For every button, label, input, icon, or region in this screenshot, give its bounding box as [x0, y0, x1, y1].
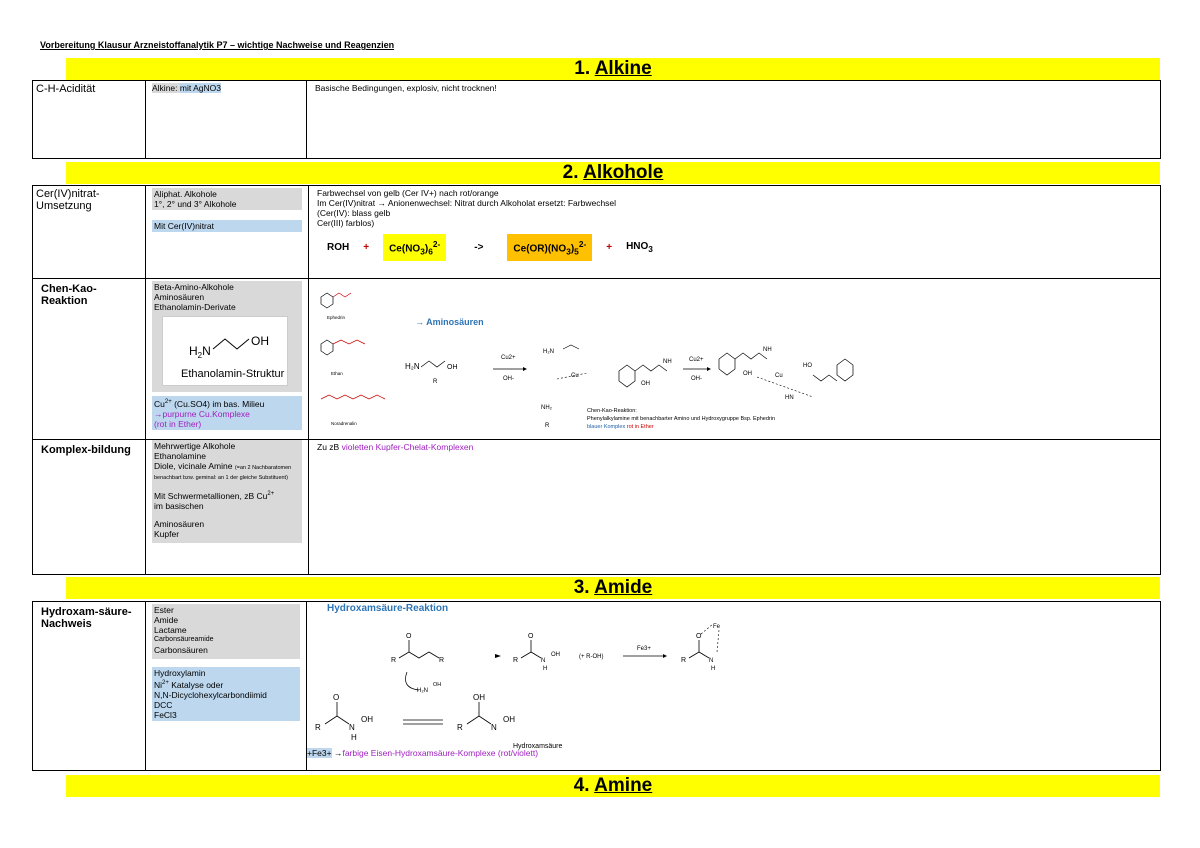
taut-oh: OH — [361, 715, 373, 724]
acid-oh: OH — [551, 652, 560, 658]
caption-line3 — [587, 424, 654, 430]
ester-r2: R — [439, 657, 445, 664]
reagent-label: Kupfer — [154, 528, 180, 539]
section-name: Alkine — [594, 58, 652, 79]
substance-label: Mehrwertige Alkohole — [154, 441, 236, 451]
label-ethan: Ethan — [331, 371, 343, 376]
product-hn: HN — [785, 395, 794, 401]
section-number: 1. — [574, 58, 591, 79]
acid-r: R — [513, 657, 519, 664]
label-cu2b: Cu2+ — [689, 357, 704, 363]
product-cu: Cu — [775, 373, 783, 379]
caption-line1: Chen-Kao-Reaktion: — [587, 408, 637, 414]
table-alkine — [32, 80, 1161, 159]
reagent-label: $Ni^{2+}$ Katalyse oder — [154, 679, 224, 690]
label-noradrenalin: Noradrenalin — [331, 421, 357, 426]
ethanolamine-structure — [162, 316, 288, 386]
table-amide — [32, 601, 1161, 771]
bond-icon — [421, 361, 445, 367]
note-colored: violetten Kupfer-Chelat-Komplexen — [341, 442, 474, 452]
taut-h: H — [351, 733, 357, 742]
section-number: 3. — [573, 577, 590, 598]
substance-label: Carbonsäuren — [154, 645, 208, 655]
product-ho: HO — [803, 363, 812, 369]
note-line: Farbwechsel von gelb (Cer IV+) nach rot/orange — [317, 188, 499, 198]
bond-icon — [757, 377, 813, 397]
bond-icon — [813, 375, 837, 381]
bond-icon — [521, 652, 541, 658]
table-row — [33, 602, 1161, 771]
note-prefix: Zu zB — [317, 442, 342, 452]
bond-icon — [701, 624, 713, 634]
complex-h: H — [711, 666, 716, 672]
reagent-label: Mit Schwermetallionen, zB $Cu^{2+}$ — [154, 490, 275, 501]
section-name: Amine — [594, 775, 653, 796]
note-text: Basische Bedingungen, explosiv, nicht trocknen! — [315, 83, 497, 93]
label-cu2: Cu2+ — [501, 355, 516, 361]
bond-icon — [717, 630, 719, 652]
complex-n: N — [709, 658, 714, 664]
substance-label — [154, 461, 300, 481]
bottom-hl: +Fe3+ — [307, 748, 332, 758]
table-row — [33, 440, 1161, 575]
table-row — [33, 81, 1161, 159]
section-name: Amide — [594, 577, 653, 598]
section-number: 2. — [562, 162, 579, 183]
label-oh: OH- — [503, 376, 514, 382]
taut2-n: N — [491, 723, 497, 732]
benzene-ring-icon — [837, 359, 853, 381]
lbl-fe3: Fe3+ — [637, 646, 651, 652]
method-name: Komplex-bildung — [41, 444, 131, 456]
table-row — [33, 279, 1161, 440]
taut2-oh2: OH — [503, 715, 515, 724]
ester-o: O — [406, 633, 412, 640]
substance-label: Aminosäuren — [154, 292, 205, 302]
acid-o: O — [528, 633, 534, 640]
reagent-label: im basischen — [154, 500, 204, 511]
method-name: Chen-Kao-Reaktion — [41, 283, 97, 307]
taut-o: O — [333, 693, 340, 702]
hydroxamic-scheme — [307, 614, 1127, 764]
section-header-alkine — [66, 58, 1160, 80]
struct-caption: Ethanolamin-Struktur — [181, 368, 285, 380]
benzene-ring-icon — [321, 293, 333, 308]
amino-acid-r: R — [433, 379, 438, 385]
bond-icon — [325, 716, 349, 724]
eq-arrow: -> — [474, 241, 484, 253]
struct-bonds — [213, 339, 249, 349]
complex-o: O — [696, 633, 702, 640]
substance-text: Diole, vicinale Amine — [154, 461, 233, 471]
lbl-fe: Fe — [713, 624, 721, 630]
label-ohb: OH- — [691, 376, 702, 382]
arrow-aminosaeuren: → Aminosäuren — [415, 317, 484, 327]
struct-h2n: $H_2N$ — [189, 344, 211, 360]
table-row — [33, 186, 1161, 279]
complex-nh2: NH₂ — [541, 405, 552, 411]
document-title: Vorbereitung Klausur Arzneistoffanalytik P7 – wichtige Nachweise und Reagenzien — [40, 40, 395, 50]
struct-oh: OH — [251, 334, 269, 348]
section-number: 4. — [573, 775, 590, 796]
caption-line2: Phenylalkylamine mit benachbarter Amino und Hydroxygruppe Bsp. Ephedrin — [587, 416, 776, 422]
reagent-label: FeCl3 — [154, 709, 177, 720]
cer-equation — [317, 234, 1152, 261]
reagent-label: Aminosäuren — [154, 518, 205, 529]
complex-r: R — [681, 657, 687, 664]
eq-reactant: $Ce(NO_3)_6^{2-}$ — [383, 234, 446, 261]
taut2-r: R — [457, 723, 463, 732]
substance-label: Ethanolamin-Derivate — [154, 302, 236, 312]
caption-blue: blauer Komplex — [587, 424, 626, 430]
acid-n: N — [541, 658, 546, 664]
note-line: Cer(III) farblos) — [317, 218, 375, 228]
bond-icon — [563, 345, 579, 349]
substance-label: Aliphat. Alkohole — [154, 189, 217, 199]
amino-acid-label: H₂N — [405, 362, 420, 371]
arrowhead-icon — [707, 367, 711, 371]
chen-kao-scheme — [317, 279, 1157, 435]
note-line: Im Cer(IV)nitrat → Anionenwechsel: Nitrat durch Alkoholat ersetzt: Farbwechsel — [317, 198, 617, 208]
caption-red: rot in Ether — [626, 424, 654, 430]
bond-icon — [399, 652, 439, 658]
benzene-ring-icon — [619, 365, 635, 387]
reagent-label: $Cu^{2+}$ (Cu.SO4) im bas. Milieu — [154, 398, 265, 409]
amino-acid-oh: OH — [447, 364, 458, 371]
bond-icon — [333, 340, 365, 344]
section-header-amine — [66, 775, 1160, 797]
section-header-alkohole — [66, 162, 1160, 184]
bottom-arrow: → — [331, 748, 343, 758]
reagent-label: Hydroxylamin — [154, 668, 206, 678]
substance-label: Alkine: — [152, 83, 180, 93]
bond-icon — [467, 716, 491, 724]
section-name: Alkohole — [583, 162, 664, 183]
ephedrin-oh: OH — [641, 381, 650, 387]
hydroxamic-header: Hydroxamsäure-Reaktion — [327, 603, 449, 614]
reagent-note: (rot in Ether) — [154, 418, 202, 429]
substance-label: Carbonsäureamide — [154, 636, 214, 643]
eq-product: $Ce(OR)(NO_3)_5^{2-}$ — [507, 234, 592, 261]
substance-label: Lactame — [154, 625, 187, 635]
section-header-amide — [66, 577, 1160, 599]
eq-plus: + — [363, 241, 370, 253]
complex-cu: Cu — [571, 373, 579, 379]
bottom-result-line — [307, 748, 538, 758]
bond-icon — [689, 652, 709, 658]
ephedrin-nh: NH — [663, 359, 672, 365]
complex-h2n: H₂N — [543, 349, 554, 355]
bond-icon — [735, 353, 767, 359]
bottom-text: farbige Eisen-Hydroxamsäure-Komplexe (rot/violett) — [342, 748, 539, 758]
reagent-result: →purpurne Cu.Komplexe — [154, 408, 250, 419]
substance-label: Amide — [154, 615, 179, 625]
note-line: (Cer(IV): blass gelb — [317, 208, 391, 218]
complex-r: R — [545, 423, 550, 429]
method-name: Cer(IV)nitrat-Umsetzung — [36, 188, 100, 212]
lbl-oh-small: OH — [433, 682, 442, 688]
taut-n: N — [349, 723, 355, 732]
arrowhead-icon — [523, 367, 527, 371]
substance-footnote: (=an 2 Nachbaratomen benachbart bzw. geminal: an 1 der gleiche Substituent) — [154, 465, 292, 481]
acid-h: H — [543, 666, 548, 672]
reagent-label: DCC — [154, 699, 173, 710]
lbl-h2n: H₂N — [417, 688, 428, 694]
method-name: Hydroxam-säure-Nachweis — [41, 606, 132, 630]
bond-icon — [635, 365, 667, 371]
benzene-ring-icon — [321, 340, 333, 355]
taut2-oh: OH — [473, 693, 485, 702]
substance-label: Beta-Amino-Alkohole — [154, 282, 234, 292]
substance-label: Ethanolamine — [154, 451, 206, 461]
eq-plus: + — [606, 241, 613, 253]
lbl-plus-roh: (+ R-OH) — [579, 654, 604, 660]
ester-r: R — [391, 657, 397, 664]
reagent-label: N,N-Dicyclohexylcarbondiimid — [154, 689, 267, 700]
table-alkohole — [32, 185, 1161, 575]
caption-hydroxamsaeure: Hydroxamsäure — [513, 743, 563, 750]
product-oh: OH — [743, 371, 752, 377]
arrowhead-icon — [663, 654, 667, 658]
reagent-label: Mit Cer(IV)nitrat — [152, 220, 302, 232]
method-name: C-H-Acidität — [36, 83, 96, 95]
bond-icon — [321, 395, 385, 399]
reagent-label: mit AgNO3 — [179, 83, 221, 93]
note-text — [309, 440, 1160, 454]
substance-label: Ester — [154, 605, 174, 615]
arrowhead-icon — [495, 654, 501, 658]
label-ephedrin: Ephedrin — [327, 315, 346, 320]
ethanolamine-structure-drawing — [163, 317, 287, 385]
product-nh: NH — [763, 347, 772, 353]
eq-roh: ROH — [327, 241, 350, 253]
eq-hno3: $HNO_3$ — [626, 240, 653, 254]
taut-r: R — [315, 723, 321, 732]
substance-label: 1°, 2° und 3° Alkohole — [154, 199, 237, 209]
bond-icon — [333, 293, 351, 297]
benzene-ring-icon — [719, 353, 735, 375]
